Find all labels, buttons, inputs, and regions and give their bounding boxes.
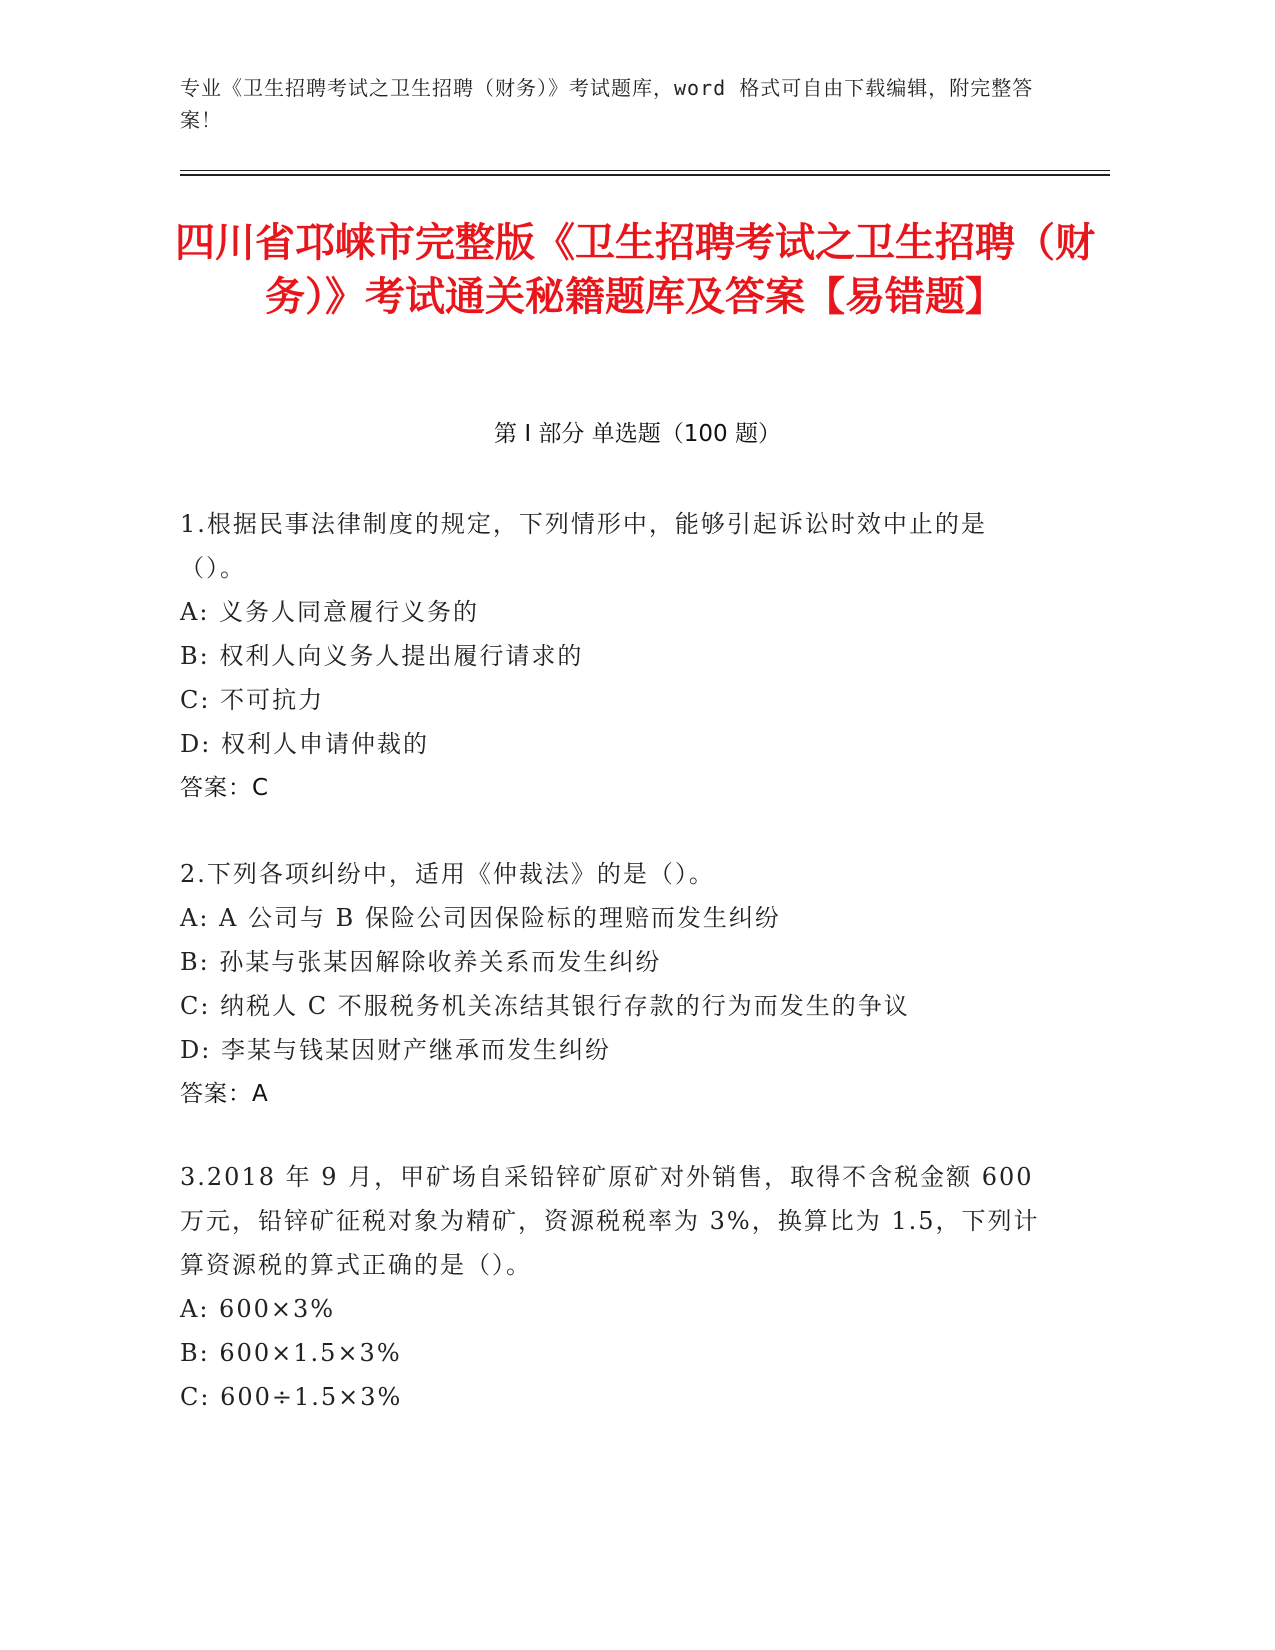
option-b: B: 孙某与张某因解除收养关系而发生纠纷 bbox=[180, 948, 662, 976]
section-heading: 第 I 部分 单选题（100 题） bbox=[494, 421, 781, 447]
header-note: 专业《卫生招聘考试之卫生招聘（财务）》考试题库，word 格式可自由下载编辑，附完整答案！ bbox=[180, 76, 1034, 132]
question-1 bbox=[180, 502, 1040, 810]
option-c: C: 600÷1.5×3% bbox=[180, 1383, 403, 1411]
option-a: A: 600×3% bbox=[180, 1295, 336, 1323]
question-stem: 3.2018 年 9 月，甲矿场自采铅锌矿原矿对外销售，取得不含税金额 600 万元，铅锌矿征税对象为精矿，资源税税率为 3%，换算比为 1.5，下列计算资源税的算式正确的是（）。 bbox=[180, 1163, 1040, 1279]
question-stem: 2.下列各项纠纷中，适用《仲裁法》的是（）。 bbox=[180, 860, 715, 888]
header-rule-thin bbox=[180, 170, 1110, 171]
document-title: 四川省邛崃市完整版《卫生招聘考试之卫生招聘（财务）》考试通关秘籍题库及答案【易错题】 bbox=[175, 220, 1095, 320]
question-2 bbox=[180, 852, 1040, 1116]
option-a: A: A 公司与 B 保险公司因保险标的理赔而发生纠纷 bbox=[180, 904, 781, 932]
header-rule-thick bbox=[180, 174, 1110, 176]
option-d: D: 权利人申请仲裁的 bbox=[180, 730, 429, 758]
question-stem: 1.根据民事法律制度的规定，下列情形中，能够引起诉讼时效中止的是（）。 bbox=[180, 510, 987, 582]
option-c: C: 纳税人 C 不服税务机关冻结其银行存款的行为而发生的争议 bbox=[180, 992, 910, 1020]
question-3 bbox=[180, 1155, 1040, 1419]
option-b: B: 权利人向义务人提出履行请求的 bbox=[180, 642, 584, 670]
option-a: A: 义务人同意履行义务的 bbox=[180, 598, 480, 626]
option-d: D: 李某与钱某因财产继承而发生纠纷 bbox=[180, 1036, 611, 1064]
answer: 答案：C bbox=[180, 775, 270, 801]
answer: 答案：A bbox=[180, 1081, 269, 1107]
option-c: C: 不可抗力 bbox=[180, 686, 325, 714]
option-b: B: 600×1.5×3% bbox=[180, 1339, 402, 1367]
